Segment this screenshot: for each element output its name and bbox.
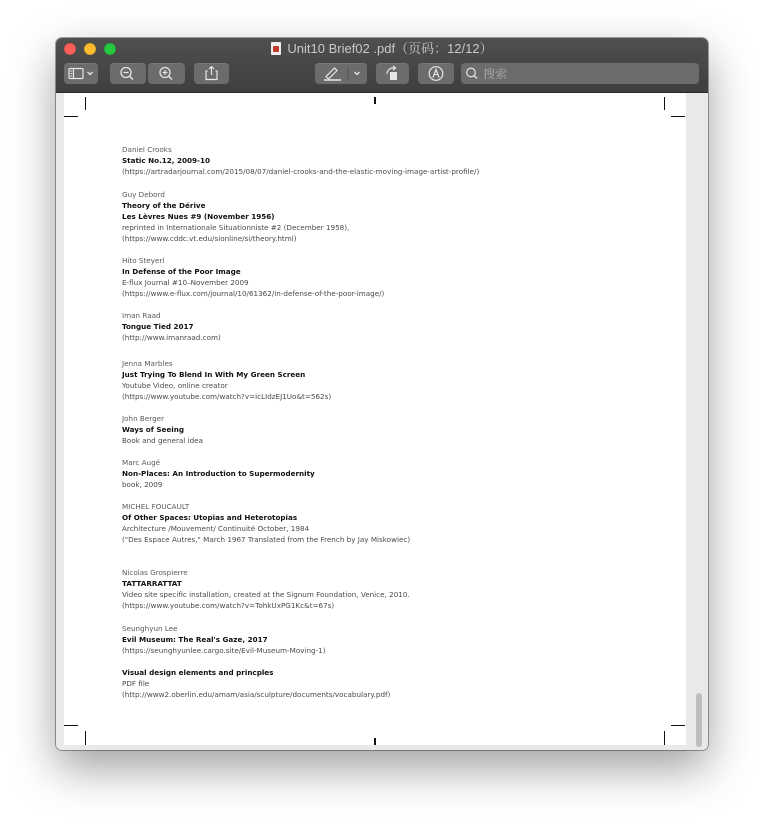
reference-detail: PDF file (122, 679, 150, 688)
crop-mark (664, 97, 665, 110)
reference-detail: Youtube Video, online creator (122, 381, 228, 390)
reference-entry (122, 623, 642, 656)
crop-mark (85, 731, 86, 745)
zoom-out-button[interactable] (110, 63, 146, 84)
reference-title: In Defense of the Poor Image (122, 267, 241, 276)
reference-entry (122, 567, 642, 611)
markup-icon (418, 63, 454, 84)
highlight-button[interactable] (315, 63, 367, 84)
pdf-document-icon (271, 42, 281, 55)
reference-entry (122, 358, 642, 402)
vertical-scrollbar-thumb[interactable] (696, 693, 702, 747)
reference-author: Daniel Crooks (122, 145, 172, 154)
reference-author: Nicolas Grospierre (122, 568, 188, 577)
reference-entry (122, 255, 642, 299)
reference-author: Hito Steyerl (122, 256, 165, 265)
reference-detail: (http://www.imanraad.com) (122, 333, 221, 342)
reference-detail: book, 2009 (122, 480, 163, 489)
reference-entry (122, 501, 642, 545)
crop-mark (671, 116, 685, 117)
reference-title: Non-Places: An Introduction to Supermodernity (122, 469, 315, 478)
document-viewport[interactable] (56, 93, 708, 750)
reference-detail: Video site specific installation, created at the Signum Foundation, Venice, 2010. (122, 590, 410, 599)
sidebar-icon (64, 63, 98, 84)
reference-title: Theory of the Dérive (122, 201, 206, 210)
reference-entry (122, 457, 642, 490)
reference-entry (122, 667, 642, 700)
reference-detail: (https://www.youtube.com/watch?v=TohkUxPG1Kc&t=67s) (122, 601, 335, 610)
reference-detail: E-flux Journal #10–November 2009 (122, 278, 249, 287)
window-title: Unit10 Brief02 .pdf（页码：12/12） (287, 41, 493, 56)
reference-title: Static No.12, 2009-10 (122, 156, 211, 165)
share-button[interactable] (194, 63, 229, 84)
reference-detail: Architecture /Mouvement/ Continuité October, 1984 (122, 524, 310, 533)
reference-title: Tongue Tied 2017 (122, 322, 194, 331)
reference-author: Iman Raad (122, 311, 161, 320)
reference-entry (122, 144, 642, 177)
reference-detail: ("Des Espace Autres," March 1967 Translated from the French by Jay Miskowiec) (122, 535, 411, 544)
zoom-in-icon (148, 63, 185, 84)
crop-mark (374, 97, 376, 104)
reference-author: MICHEL FOUCAULT (122, 502, 190, 511)
crop-mark (671, 725, 685, 726)
markup-button[interactable] (418, 63, 454, 84)
reference-detail: (https://www.e-flux.com/journal/10/61362/in-defense-of-the-poor-image/) (122, 289, 385, 298)
crop-mark (85, 97, 86, 110)
preview-window (56, 38, 708, 750)
zoom-out-icon (110, 63, 146, 84)
reference-detail: Book and general idea (122, 436, 203, 445)
reference-author: Seunghyun Lee (122, 624, 178, 633)
crop-mark (374, 738, 376, 745)
reference-title: Visual design elements and princples (122, 668, 274, 677)
reference-title: Just Trying To Blend In With My Green Screen (122, 370, 306, 379)
reference-author: Guy Debord (122, 190, 165, 199)
sidebar-toggle-button[interactable] (64, 63, 98, 84)
reference-detail: (https://www.youtube.com/watch?v=icLIdzEJ1Uo&t=562s) (122, 392, 332, 401)
reference-detail: (https://artradarjournal.com/2015/08/07/daniel-crooks-and-the-elastic-moving-image-artist-profile/) (122, 167, 480, 176)
search-field[interactable] (461, 63, 699, 84)
window-title-area (56, 41, 708, 57)
reference-title: Of Other Spaces: Utopias and Heterotopias (122, 513, 298, 522)
reference-title: Les Lèvres Nues #9 (November 1956) (122, 212, 275, 221)
crop-mark (64, 725, 78, 726)
highlighter-icon (315, 63, 367, 84)
crop-mark (664, 731, 665, 745)
search-input[interactable] (483, 63, 693, 84)
reference-entry (122, 310, 642, 343)
search-icon (461, 63, 483, 84)
rotate-button[interactable] (376, 63, 409, 84)
reference-detail: reprinted in Internationale Situationniste #2 (December 1958), (122, 223, 350, 232)
zoom-in-button[interactable] (148, 63, 185, 84)
rotate-icon (376, 63, 409, 84)
reference-author: Marc Augé (122, 458, 161, 467)
reference-author: Jenna Marbles (122, 359, 173, 368)
reference-title: Evil Museum: The Real's Gaze, 2017 (122, 635, 268, 644)
pdf-page (64, 93, 686, 745)
reference-author: John Berger (122, 414, 165, 423)
titlebar (56, 38, 708, 93)
crop-mark (64, 116, 78, 117)
reference-entry (122, 189, 642, 244)
reference-title: TATTARRATTAT (122, 579, 182, 588)
share-icon (194, 63, 229, 84)
reference-title: Ways of Seeing (122, 425, 184, 434)
reference-detail: (https://seunghyunlee.cargo.site/Evil-Museum-Moving-1) (122, 646, 326, 655)
reference-detail: (https://www.cddc.vt.edu/sionline/si/theory.html) (122, 234, 297, 243)
reference-entry (122, 413, 642, 446)
reference-detail: (http://www2.oberlin.edu/amam/asia/sculpture/documents/vocabulary.pdf) (122, 690, 391, 699)
